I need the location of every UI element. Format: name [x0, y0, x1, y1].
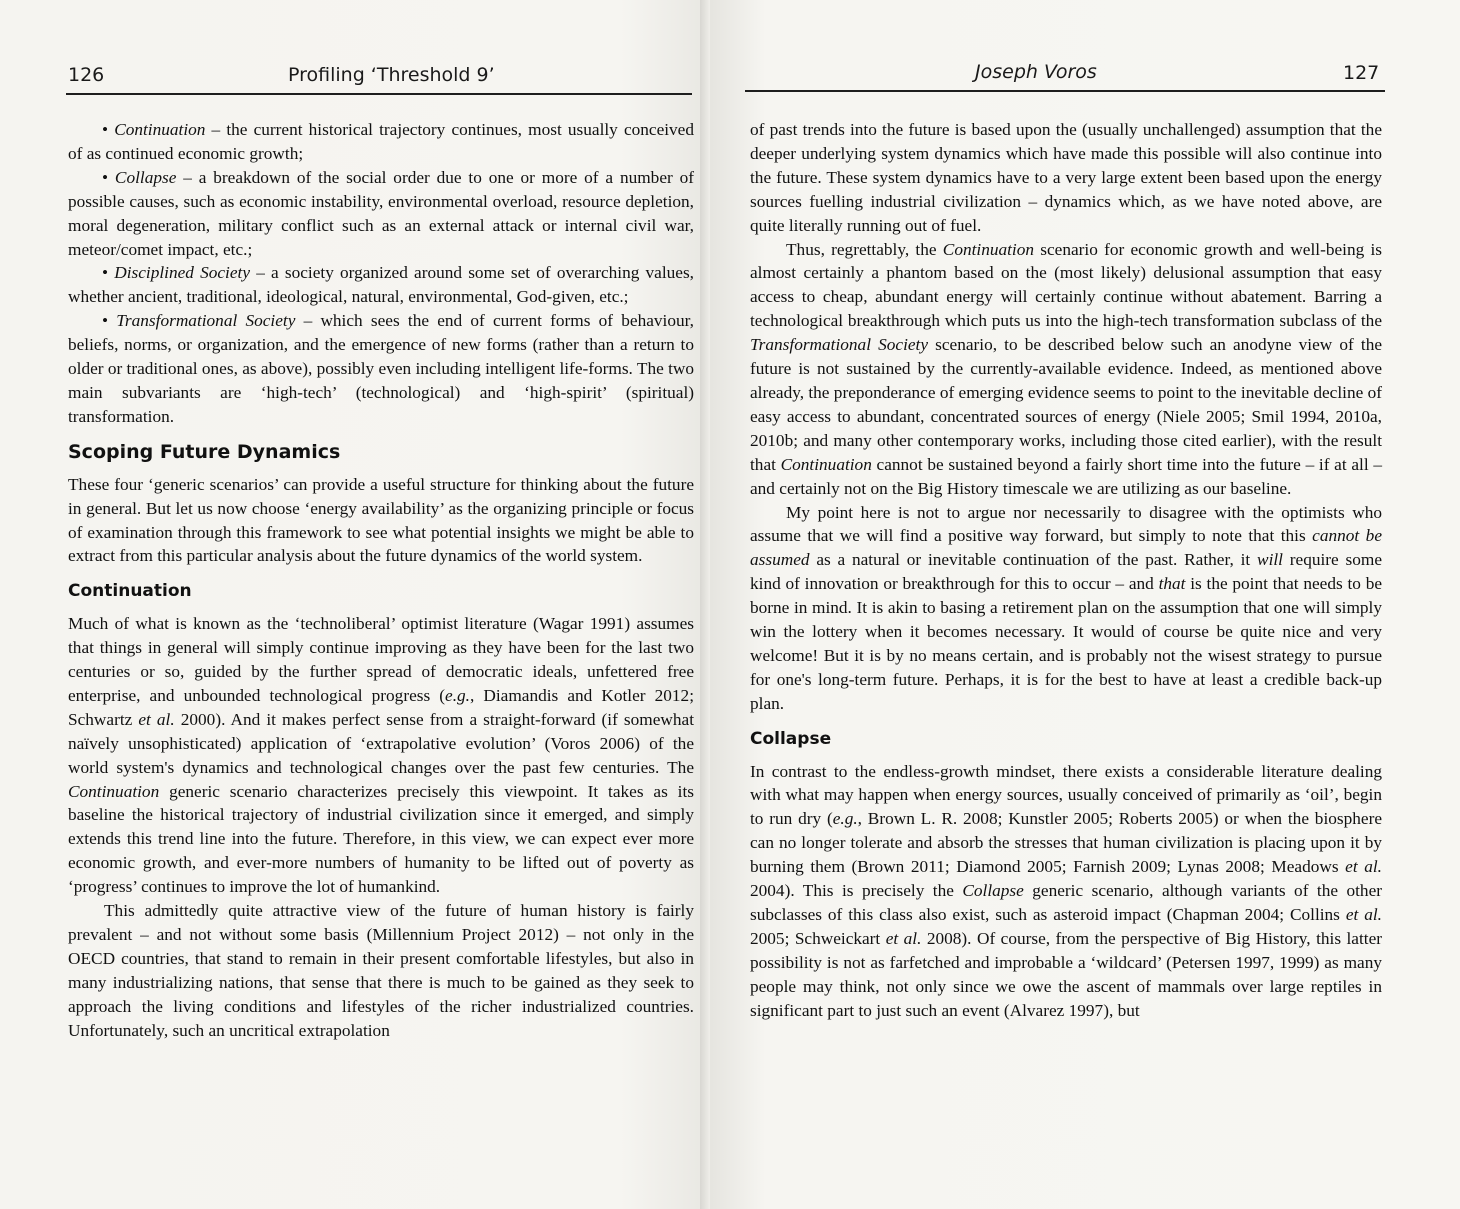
right-text-block: [750, 118, 1382, 1023]
right-page-number: 127: [1343, 62, 1380, 84]
text-run-italic: that: [1158, 574, 1186, 594]
paragraph-scoping: These four ‘generic scenarios’ can provide a useful structure for thinking about the future in general. But let us now choose ‘energy availability’ as the organizing principle or focus of examination through this framework to see what potential insights we might be able to extract from this particular analysis about the future dynamics of the world system.: [68, 474, 694, 566]
bullet-term: Disciplined Society: [114, 263, 251, 283]
left-header-rule: [66, 93, 692, 95]
text-run: generic scenario, although variants of the other subclasses of this class also exist, such as asteroid impact (Chapman 2004; Collins: [750, 881, 1382, 924]
left-page: [0, 0, 705, 1209]
text-run: cannot be sustained beyond a fairly short time into the future – if at all – and certainly not on the Big History timescale we are utilizing as our baseline.: [750, 454, 1382, 498]
text-run-italic: Transformational Society: [750, 335, 929, 355]
paragraph-continuation-2: This admittedly quite attractive view of the future of human history is fairly prevalent – and not without some basis (Millennium Project 2012) – not only in the OECD countries, that stand to remain in their present comfortable lifestyles, but also in many industrializing nations, that sense that there is much to be gained as they seek to approach the living conditions and lifestyles of the richer industrialized countries. Unfortunately, such an uncritical extrapolation: [68, 901, 694, 1040]
bullet-text: – a society organized around some set of overarching values, whether ancient, traditional, ideological, natural, environmental, God-given, etc.;: [68, 263, 695, 307]
bullet-term: Collapse: [114, 167, 177, 187]
text-run-italic: Continuation: [780, 454, 872, 474]
text-run: Much of what is known as the ‘technoliberal’ optimist literature (Wagar 1991) assumes that things in general will simply continue improving as they have been for the last two centuries or so, guided by the further spread of democratic ideals, unfettered free enterprise, and unbounded technological progress (: [68, 614, 694, 705]
text-run-italic: et al.: [1345, 905, 1383, 924]
bullet-text: – the current historical trajectory continues, most usually conceived of as continued economic growth;: [68, 120, 694, 163]
bullet-text: – a breakdown of the social order due to one or more of a number of possible causes, such as economic instability, environmental overload, resource depletion, moral degeneration, military conflict such as an external attack or internal civil war, meteor/comet impact, etc.;: [68, 167, 694, 259]
bullet-collapse: • Collapse – a breakdown of the social order due to one or more of a number of possible causes, such as economic instability, environmental overload, resource depletion, moral degeneration, military conflict such as an external attack or internal civil war, meteor/comet impact, etc.;: [68, 167, 694, 259]
text-run-italic: et al.: [138, 709, 175, 729]
text-run-italic: e.g.: [832, 809, 858, 829]
text-run-italic: Continuation: [942, 239, 1035, 259]
right-page: [705, 0, 1460, 1209]
bullet-disciplined-society: • Disciplined Society – a society organized around some set of overarching values, whether ancient, traditional, ideological, natural, environmental, God-given, etc.;: [68, 263, 695, 307]
text-run: scenario, to be described below such an anodyne view of the future is not sustained by the currently-available evidence. Indeed, as mentioned above already, the preponderance of emerging evidence seems to point to the inevitable decline of easy access to abundant, concentrated sources of energy (Niele 2005; Smil 1994, 2010a, 2010b; and many other contemporary works, including those cited earlier), with the result that: [750, 335, 1382, 474]
text-run: , Diamandis and Kotler 2012; Schwartz: [68, 685, 694, 729]
text-run-italic: e.g.: [445, 685, 470, 705]
text-run: In contrast to the endless-growth mindset, there exists a considerable literature dealing with what may happen when energy sources, usually conceived of primarily as ‘oil’, begin to run dry (: [750, 761, 1382, 829]
right-running-author: Joseph Voros: [975, 61, 1097, 83]
left-running-title: Profiling ‘Threshold 9’: [288, 64, 495, 86]
text-run: 2008). Of course, from the perspective of Big History, this latter possibility is not as farfetched and improbable a ‘wildcard’ (Petersen 1997, 1999) as many people may think, not only since we owe the ascent of mammals over large reptiles in significant part to just such an event (Alvarez 1997), but: [750, 928, 1382, 1020]
bullet-continuation: • Continuation – the current historical trajectory continues, most usually conceived of as continued economic growth;: [68, 120, 694, 163]
paragraph-continuation-1: [68, 612, 694, 899]
paragraph-r1: of past trends into the future is based upon the (usually unchallenged) assumption that the deeper underlying system dynamics which have made this possible will also continue into the future. These system dynamics have to a very large extent been based upon the energy sources fuelling industrial civilization – dynamics which, as we have noted above, are quite literally running out of fuel.: [750, 120, 1382, 235]
text-run: Thus, regrettably, the: [786, 239, 943, 259]
left-text-block: [68, 118, 694, 1043]
text-run: 2004). This is precisely the: [750, 881, 963, 901]
text-run-italic: will: [1257, 550, 1283, 570]
heading-continuation: Continuation: [68, 581, 192, 602]
paragraph-r3: [750, 501, 1382, 716]
bullet-term: Continuation: [114, 120, 206, 139]
bullet-transformational-society: • Transformational Society – which sees the end of current forms of behaviour, beliefs, norms, or organization, and the emergence of new forms (rather than a return to older or traditional ones, as above), possibly even including intelligent life-forms. The two main subvariants are ‘high-tech’ (technological) and ‘high-spirit’ (spiritual) transformation.: [68, 311, 694, 426]
book-gutter: [700, 0, 710, 1209]
bullet-term: Transformational Society: [116, 311, 296, 331]
text-run: 2005; Schweickart: [750, 928, 886, 948]
text-run-italic: Continuation: [68, 781, 160, 801]
heading-collapse: Collapse: [750, 728, 832, 749]
text-run-italic: cannot be assumed: [750, 526, 1382, 570]
text-run-italic: Collapse: [962, 881, 1024, 901]
left-page-number: 126: [68, 64, 105, 86]
text-run: scenario for economic growth and well-being is almost certainly a phantom based on the (most likely) delusional assumption that easy access to cheap, abundant energy will certainly continue without abatement. Barring a technological breakthrough which puts us into the high-tech transformation subclass of the: [750, 239, 1383, 331]
text-run: require some kind of innovation or breakthrough for this to occur – and: [750, 550, 1382, 594]
paragraph-r4: [750, 760, 1382, 1023]
heading-scoping-future-dynamics: Scoping Future Dynamics: [68, 440, 341, 463]
right-header-rule: [745, 90, 1385, 92]
bullet-text: – which sees the end of current forms of behaviour, beliefs, norms, or organization, and the emergence of new forms (rather than a return to older or traditional ones, as above), possibly even including intelligent life-forms. The two main subvariants are ‘high-tech’ (technological) and ‘high-spirit’ (spiritual) transformation.: [68, 311, 694, 426]
text-run: , Brown L. R. 2008; Kunstler 2005; Roberts 2005) or when the biosphere can no longer tolerate and absorb the stresses that human civilization is placing upon it by burning them (Brown 2011; Diamond 2005; Farnish 2009; Lynas 2008; Meadows: [750, 809, 1382, 877]
text-run-italic: et al.: [885, 928, 922, 948]
text-run: 2000). And it makes perfect sense from a straight-forward (if somewhat naïvely unsophisticated) application of ‘extrapolative evolution’ (Voros 2006) of the world system's dynamics and technological changes over the past few centuries. The: [68, 709, 694, 777]
text-run: is the point that needs to be borne in mind. It is akin to basing a retirement plan on the assumption that one will simply win the lottery when it becomes necessary. It would of course be quite nice and very welcome! But it is by no means certain, and is probably not the wisest strategy to pursue for one's long-term future. Perhaps, it is for the best to have at least a credible back-up plan.: [750, 574, 1383, 713]
paragraph-r2: [750, 238, 1382, 501]
text-run: My point here is not to argue nor necessarily to disagree with the optimists who assume that we will find a positive way forward, but simply to note that this: [750, 502, 1382, 546]
text-run: generic scenario characterizes precisely this viewpoint. It takes as its baseline the historical trajectory of industrial civilization since it emerged, and simply extends this trend line into the future. Therefore, in this view, we can expect ever more economic growth, and ever-more numbers of humanity to be lifted out of poverty as ‘progress’ continues to improve the lot of humankind.: [68, 781, 694, 897]
text-run: as a natural or inevitable continuation of the past. Rather, it: [809, 550, 1258, 570]
text-run-italic: et al.: [1345, 857, 1383, 877]
